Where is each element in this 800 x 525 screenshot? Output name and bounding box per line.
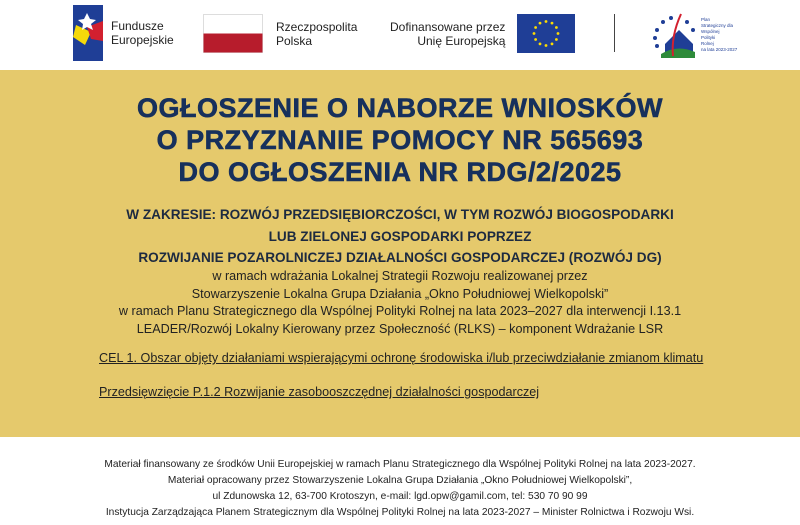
footer-line: Materiał opracowany przez Stowarzyszenie Lokalna Grupa Działania „Okno Południowej Wielkopolski”,	[167, 475, 633, 486]
logo-line: Polityki	[701, 35, 716, 40]
eu-star-icon	[557, 32, 560, 35]
logo-line: na lata 2023-2027	[701, 47, 738, 52]
announcement-title	[0, 92, 800, 188]
eu-star-icon	[555, 38, 558, 41]
footer	[0, 457, 800, 521]
footer-line: Materiał finansowany ze środków Unii Europejskiej w ramach Planu Strategicznego dla Wspólnej Polityki Rolnej na lata 2023-2027.	[104, 459, 696, 470]
eu-star-icon	[545, 44, 548, 47]
logo-line: Strategiczny dla	[701, 23, 734, 28]
plan-strategiczny-icon	[651, 10, 699, 60]
eu-star-icon	[533, 32, 536, 35]
logo-line: Europejskie	[111, 33, 174, 47]
eu-flag-icon	[517, 14, 575, 53]
footer-line: Instytucja Zarządzająca Planem Strategicznym dla Wspólnej Polityki Rolnej na lata 2023-2027 – Minister Rolnictwa i Rozwoju Wsi.	[105, 507, 695, 518]
logo-bar	[0, 0, 800, 70]
eu-star-icon	[535, 38, 538, 41]
body-line: w ramach Planu Strategicznego dla Wspólnej Polityki Rolnej na lata 2023–2027 dla interwencji I.13.1	[118, 304, 682, 319]
body-line: w ramach wdrażania Lokalnej Strategii Rozwoju realizowanej przez	[212, 269, 588, 283]
plan-strategiczny-logo	[651, 10, 737, 60]
eu-star-icon	[545, 20, 548, 23]
subtitle-line: W ZAKRESIE: ROZWÓJ PRZEDSIĘBIORCZOŚCI, W TYM ROZWÓJ BIOGOSPODARKI	[126, 207, 674, 222]
logo-line: Fundusze	[111, 19, 164, 33]
body-line: Stowarzyszenie Lokalna Grupa Działania „Okno Południowej Wielkopolski”	[191, 286, 609, 301]
announcement-subtitle	[0, 204, 800, 269]
eu-star-icon	[551, 42, 554, 45]
przedsiewziecie-link[interactable]: Przedsięwzięcie P.1.2 Rozwijanie zasobooszczędnej działalności gospodarczej	[99, 385, 540, 399]
eu-star-icon	[539, 42, 542, 45]
cel-1-link[interactable]: CEL 1. Obszar objęty działaniami wspierającymi ochronę środowiska i/lub przeciwdziałanie zmianom klimatu	[99, 351, 704, 365]
logo-separator	[614, 14, 615, 52]
logo-line: Polska	[276, 33, 313, 48]
fundusze-europejskie-icon	[73, 5, 103, 61]
title-line: DO OGŁOSZENIA NR RDG/2/2025	[178, 157, 622, 187]
eu-star-icon	[539, 22, 542, 25]
polish-flag-icon	[203, 14, 263, 53]
subtitle-line: ROZWIJANIE POZAROLNICZEJ DZIAŁALNOŚCI GOSPODARCZEJ (ROZWÓJ DG)	[138, 250, 662, 265]
body-line: LEADER/Rozwój Lokalny Kierowany przez Społeczność (RLKS) – komponent Wdrażanie LSR	[136, 321, 664, 336]
logo-line: Rzeczpospolita	[276, 19, 358, 34]
logo-line: Plan	[701, 17, 711, 22]
subtitle-line: LUB ZIELONEJ GOSPODARKI POPRZEZ	[268, 228, 532, 244]
title-line: OGŁOSZENIE O NABORZE WNIOSKÓW	[137, 93, 663, 123]
announcement-body	[0, 268, 800, 338]
eu-star-icon	[535, 26, 538, 29]
logo-line: Wspólnej	[701, 29, 720, 34]
eu-star-icon	[551, 22, 554, 25]
title-line: O PRZYZNANIE POMOCY NR 565693	[156, 125, 644, 155]
logo-line: Rolnej	[701, 41, 714, 46]
rzeczpospolita-polska-logo	[203, 14, 357, 53]
eu-star-icon	[555, 26, 558, 29]
footer-line: ul Zdunowska 12, 63-700 Krotoszyn, e-mail: lgd.opw@gamil.com, tel: 530 70 90 99	[212, 491, 588, 502]
dofinansowane-ue-logo	[390, 14, 575, 53]
logo-line: Dofinansowane przez	[390, 19, 506, 34]
logo-line: Unię Europejską	[417, 33, 506, 48]
fundusze-europejskie-logo	[73, 5, 174, 61]
